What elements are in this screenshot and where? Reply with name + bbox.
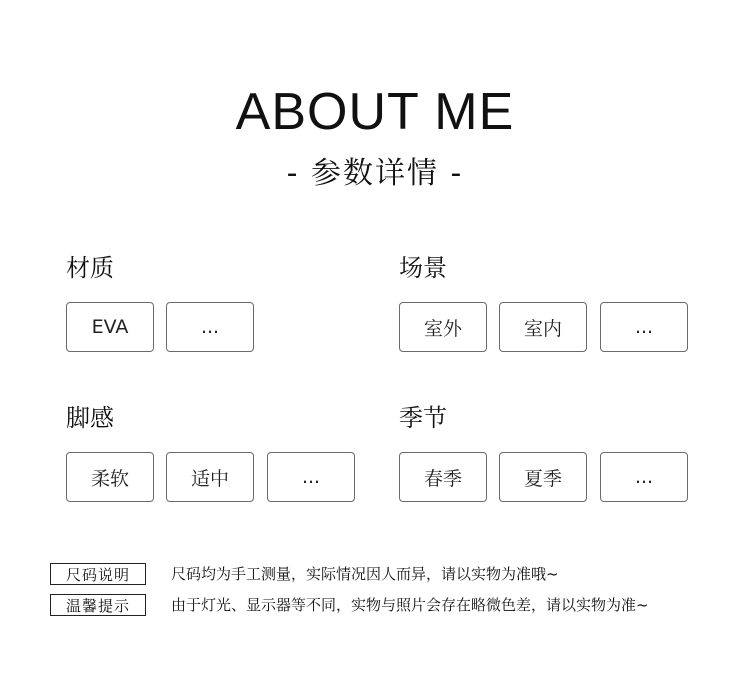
material-group bbox=[66, 252, 386, 372]
feel-label: 脚感 bbox=[66, 404, 114, 432]
page-subtitle: - 参数详情 - bbox=[286, 156, 464, 191]
scene-label: 场景 bbox=[399, 254, 447, 282]
scene-tag-outdoor: 室外 bbox=[399, 302, 487, 352]
season-tag-spring: 春季 bbox=[399, 452, 487, 502]
size-note-text: 尺码均为手工测量，实际情况因人而异，请以实物为准哦~ bbox=[171, 565, 559, 583]
size-note-label: 尺码说明 bbox=[50, 563, 146, 585]
season-tag-summer: 夏季 bbox=[499, 452, 587, 502]
material-tag-more: ... bbox=[166, 302, 254, 352]
tip-note-label: 温馨提示 bbox=[50, 594, 146, 616]
tip-note-text: 由于灯光、显示器等不同，实物与照片会存在略微色差，请以实物为准~ bbox=[171, 596, 649, 614]
feel-tag-more: ... bbox=[267, 452, 355, 502]
scene-tag-more: ... bbox=[600, 302, 688, 352]
feel-group bbox=[66, 402, 386, 522]
material-label: 材质 bbox=[66, 254, 114, 282]
feel-tag-medium: 适中 bbox=[166, 452, 254, 502]
size-note bbox=[50, 563, 730, 587]
material-tag-eva: EVA bbox=[66, 302, 154, 352]
page-title: ABOUT ME bbox=[235, 83, 515, 141]
scene-tag-indoor: 室内 bbox=[499, 302, 587, 352]
scene-group bbox=[399, 252, 719, 372]
season-label: 季节 bbox=[399, 404, 447, 432]
season-tag-more: ... bbox=[600, 452, 688, 502]
feel-tag-soft: 柔软 bbox=[66, 452, 154, 502]
season-group bbox=[399, 402, 719, 522]
tip-note bbox=[50, 594, 730, 618]
